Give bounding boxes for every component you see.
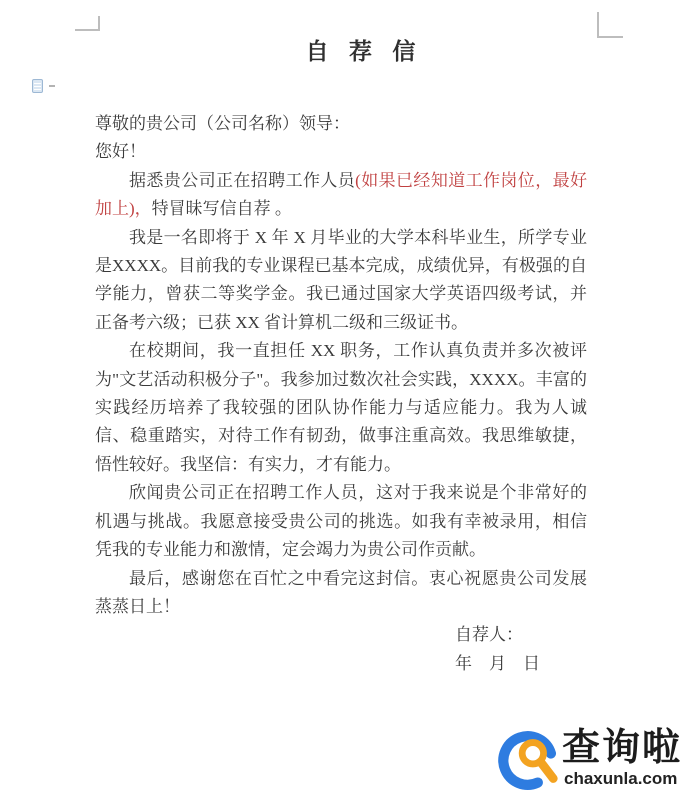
text-run: 最后，感谢您在百忙之中看完这封信。衷心祝愿贵公司发展蒸蒸日上！	[95, 568, 587, 616]
signature-signer-line: 自荐人：	[455, 625, 523, 645]
letter-paragraph	[95, 337, 587, 479]
letter-paragraph	[95, 110, 587, 138]
margin-corner-mark-top-right	[597, 12, 623, 38]
paste-options-widget[interactable]	[32, 79, 60, 94]
text-run: 您好！	[95, 142, 146, 162]
text-run: 尊敬的贵公司（公司名称）领导：	[95, 114, 350, 133]
text-run: 欣闻贵公司正在招聘工作人员，这对于我来说是个非常好的机遇与挑战。我愿意接受贵公司的挑选。如我有幸被录用，相信凭我的专业能力和激情，定会竭力为贵公司作贡献。	[95, 483, 587, 560]
letter-paragraph	[95, 479, 587, 564]
watermark-domain: chaxunla.com	[564, 769, 678, 788]
letter-paragraph	[95, 138, 587, 166]
chaxunla-watermark	[494, 727, 682, 807]
text-run: 我是一名即将于 X 年 X 月毕业的大学本科毕业生，所学专业是XXXX。目前我的专业课程已基本完成，成绩优异，有极强的自学能力，曾获二等奖学金。我已通过国家大学英语四级考试，并正备考六级；已获 XX 省计算机二级和三级证书。	[95, 227, 587, 332]
text-run: 据悉贵公司正在招聘工作人员	[129, 170, 356, 190]
letter-paragraph	[95, 224, 587, 338]
letter-body	[95, 110, 587, 678]
text-run: 在校期间，我一直担任 XX 职务，工作认真负责并多次被评为"文艺活动积极分子"。我参加过数次社会实践，XXXX。丰富的实践经历培养了我较强的团队协作能力与适应能力。我为人诚信、稳重踏实，对待工作有韧劲，做事注重高效。我思维敏捷，悟性较好。我坚信：有实力，才有能力。	[95, 341, 587, 474]
magnifier-icon	[494, 727, 562, 795]
signature-date-line: 年 月 日	[455, 653, 540, 673]
magnifier-handle	[541, 762, 554, 779]
watermark-brand-name: 查询啦	[562, 727, 682, 769]
margin-corner-mark-top-left	[75, 16, 100, 31]
letter-paragraph	[95, 565, 587, 622]
paste-options-icon[interactable]	[32, 79, 43, 93]
paste-options-dropdown-caret[interactable]	[49, 85, 55, 87]
letter-paragraph	[95, 167, 587, 224]
page-title: 自 荐 信	[305, 39, 417, 64]
highlighted-text-run: (如果已经知道工作岗位，最好加上)，	[95, 170, 587, 219]
text-run: 特冒昧写信自荐 。	[151, 199, 292, 219]
